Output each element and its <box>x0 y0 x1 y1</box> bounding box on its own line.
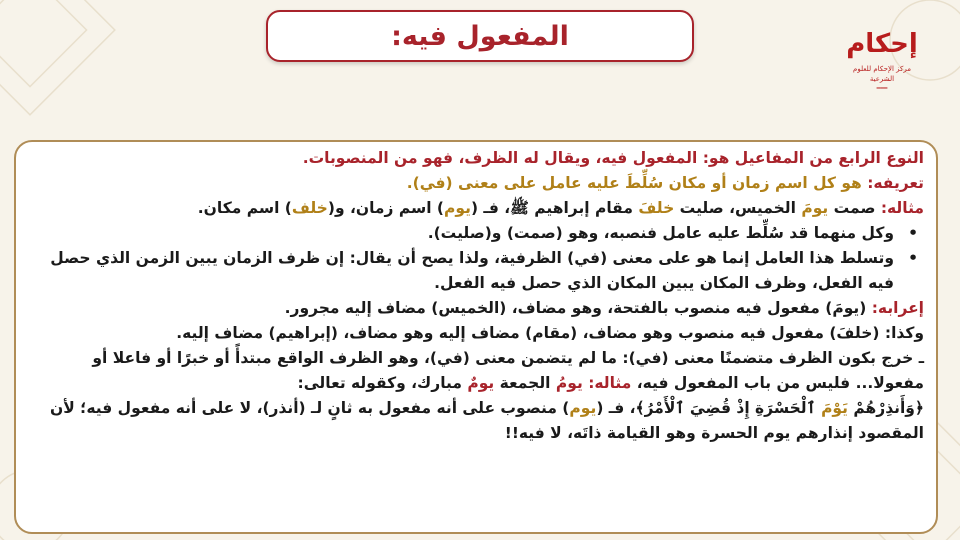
example-text: ) اسم مكان. <box>197 199 292 217</box>
example-word: يومَ <box>801 199 829 217</box>
irab-label: إعرابه: <box>871 299 924 317</box>
example-text: ) اسم زمان، و( <box>327 199 445 217</box>
bullet-text: وتسلط هذا العامل إنما هو على معنى (في) الظرفية، ولذا يصح أن يقال: إن ظرف الزمان يبين الزمن الذي حصل فيه الفعل، وظرف المكان يبين المكان الذي حصل فيه الفعل. <box>50 249 894 292</box>
logo-mark: ━━━ <box>876 85 888 92</box>
definition-text: هو كل اسم زمان أو مكان سُلِّطَ عليه عامل على معنى (في). <box>406 174 868 192</box>
verse-word: يَوْمَ <box>821 399 848 417</box>
exclusion-example-label: مثاله: <box>588 374 632 392</box>
example-word: خلفَ <box>638 199 675 217</box>
example-line <box>24 196 924 221</box>
example-text: صمت <box>828 199 881 217</box>
title-banner <box>266 10 694 62</box>
definition-label: تعريفه: <box>867 174 924 192</box>
logo-subtitle: مركز الإحكام للعلوم الشرعية <box>853 65 911 83</box>
definition-line <box>24 171 924 196</box>
logo <box>840 24 924 96</box>
exclusion-word: يومٌ <box>467 374 495 392</box>
example-text: مقام إبراهيم ﷺ، فـ ( <box>470 199 639 217</box>
irab-text: (يومَ) مفعول فيه منصوب بالفتحة، وهو مضاف، (الخميس) مضاف إليه مجرور. <box>284 299 872 317</box>
verse-paragraph <box>24 396 924 446</box>
irab-line <box>24 296 924 321</box>
content-panel <box>14 140 938 534</box>
example-label: مثاله: <box>880 199 924 217</box>
example-text: الخميس، صليت <box>674 199 802 217</box>
exclusion-text: ـ خرج بكون الظرف متضمنًا معنى (في): ما لم يتضمن معنى (في)، وهو الظرف الواقع مبتدأً أو خبرًا أو فاعلا أو مفعولا... فليس من باب المفعول فيه، <box>92 349 924 392</box>
exclusion-text: مبارك، وكقوله تعالى: <box>297 374 468 392</box>
verse-text: ﴿وَأَنذِرْهُمْ <box>847 399 924 417</box>
wakadha-line: وكذا: (خلفَ) مفعول فيه منصوب وهو مضاف، (مقام) مضاف إليه وهو مضاف، (إبراهيم) مضاف إليه. <box>176 324 924 342</box>
page-title: المفعول فيه: <box>391 20 569 52</box>
verse-text: ٱلْحَسْرَةِ إِذْ قُضِيَ ٱلْأَمْرُ﴾، فـ ( <box>596 399 822 417</box>
bullet-icon: • <box>908 249 918 267</box>
verse-text: ) منصوب على أنه مفعول به ثانٍ لـ (أنذر)، لا على أنه مفعول فيه؛ لأن المقصود إنذارهم يوم الحسرة وهو القيامة ذاتَه، لا فيه!! <box>50 399 924 442</box>
bullet-item <box>24 246 924 296</box>
bullet-icon: • <box>908 224 918 242</box>
bullet-text: وكل منهما قد سُلِّط عليه عامل فنصبه، وهو (صمت) و(صليت). <box>427 224 894 242</box>
bullet-item <box>24 221 924 246</box>
intro-line: النوع الرابع من المفاعيل هو: المفعول فيه، ويقال له الظرف، فهو من المنصوبات. <box>302 149 924 167</box>
exclusion-text: الجمعة <box>494 374 556 392</box>
logo-name: إحكام <box>846 29 918 59</box>
example-word: يوم <box>444 199 471 217</box>
exclusion-paragraph <box>24 346 924 396</box>
verse-word: يوم <box>569 399 597 417</box>
exclusion-word: يومُ <box>555 374 583 392</box>
example-word: خلف <box>291 199 328 217</box>
